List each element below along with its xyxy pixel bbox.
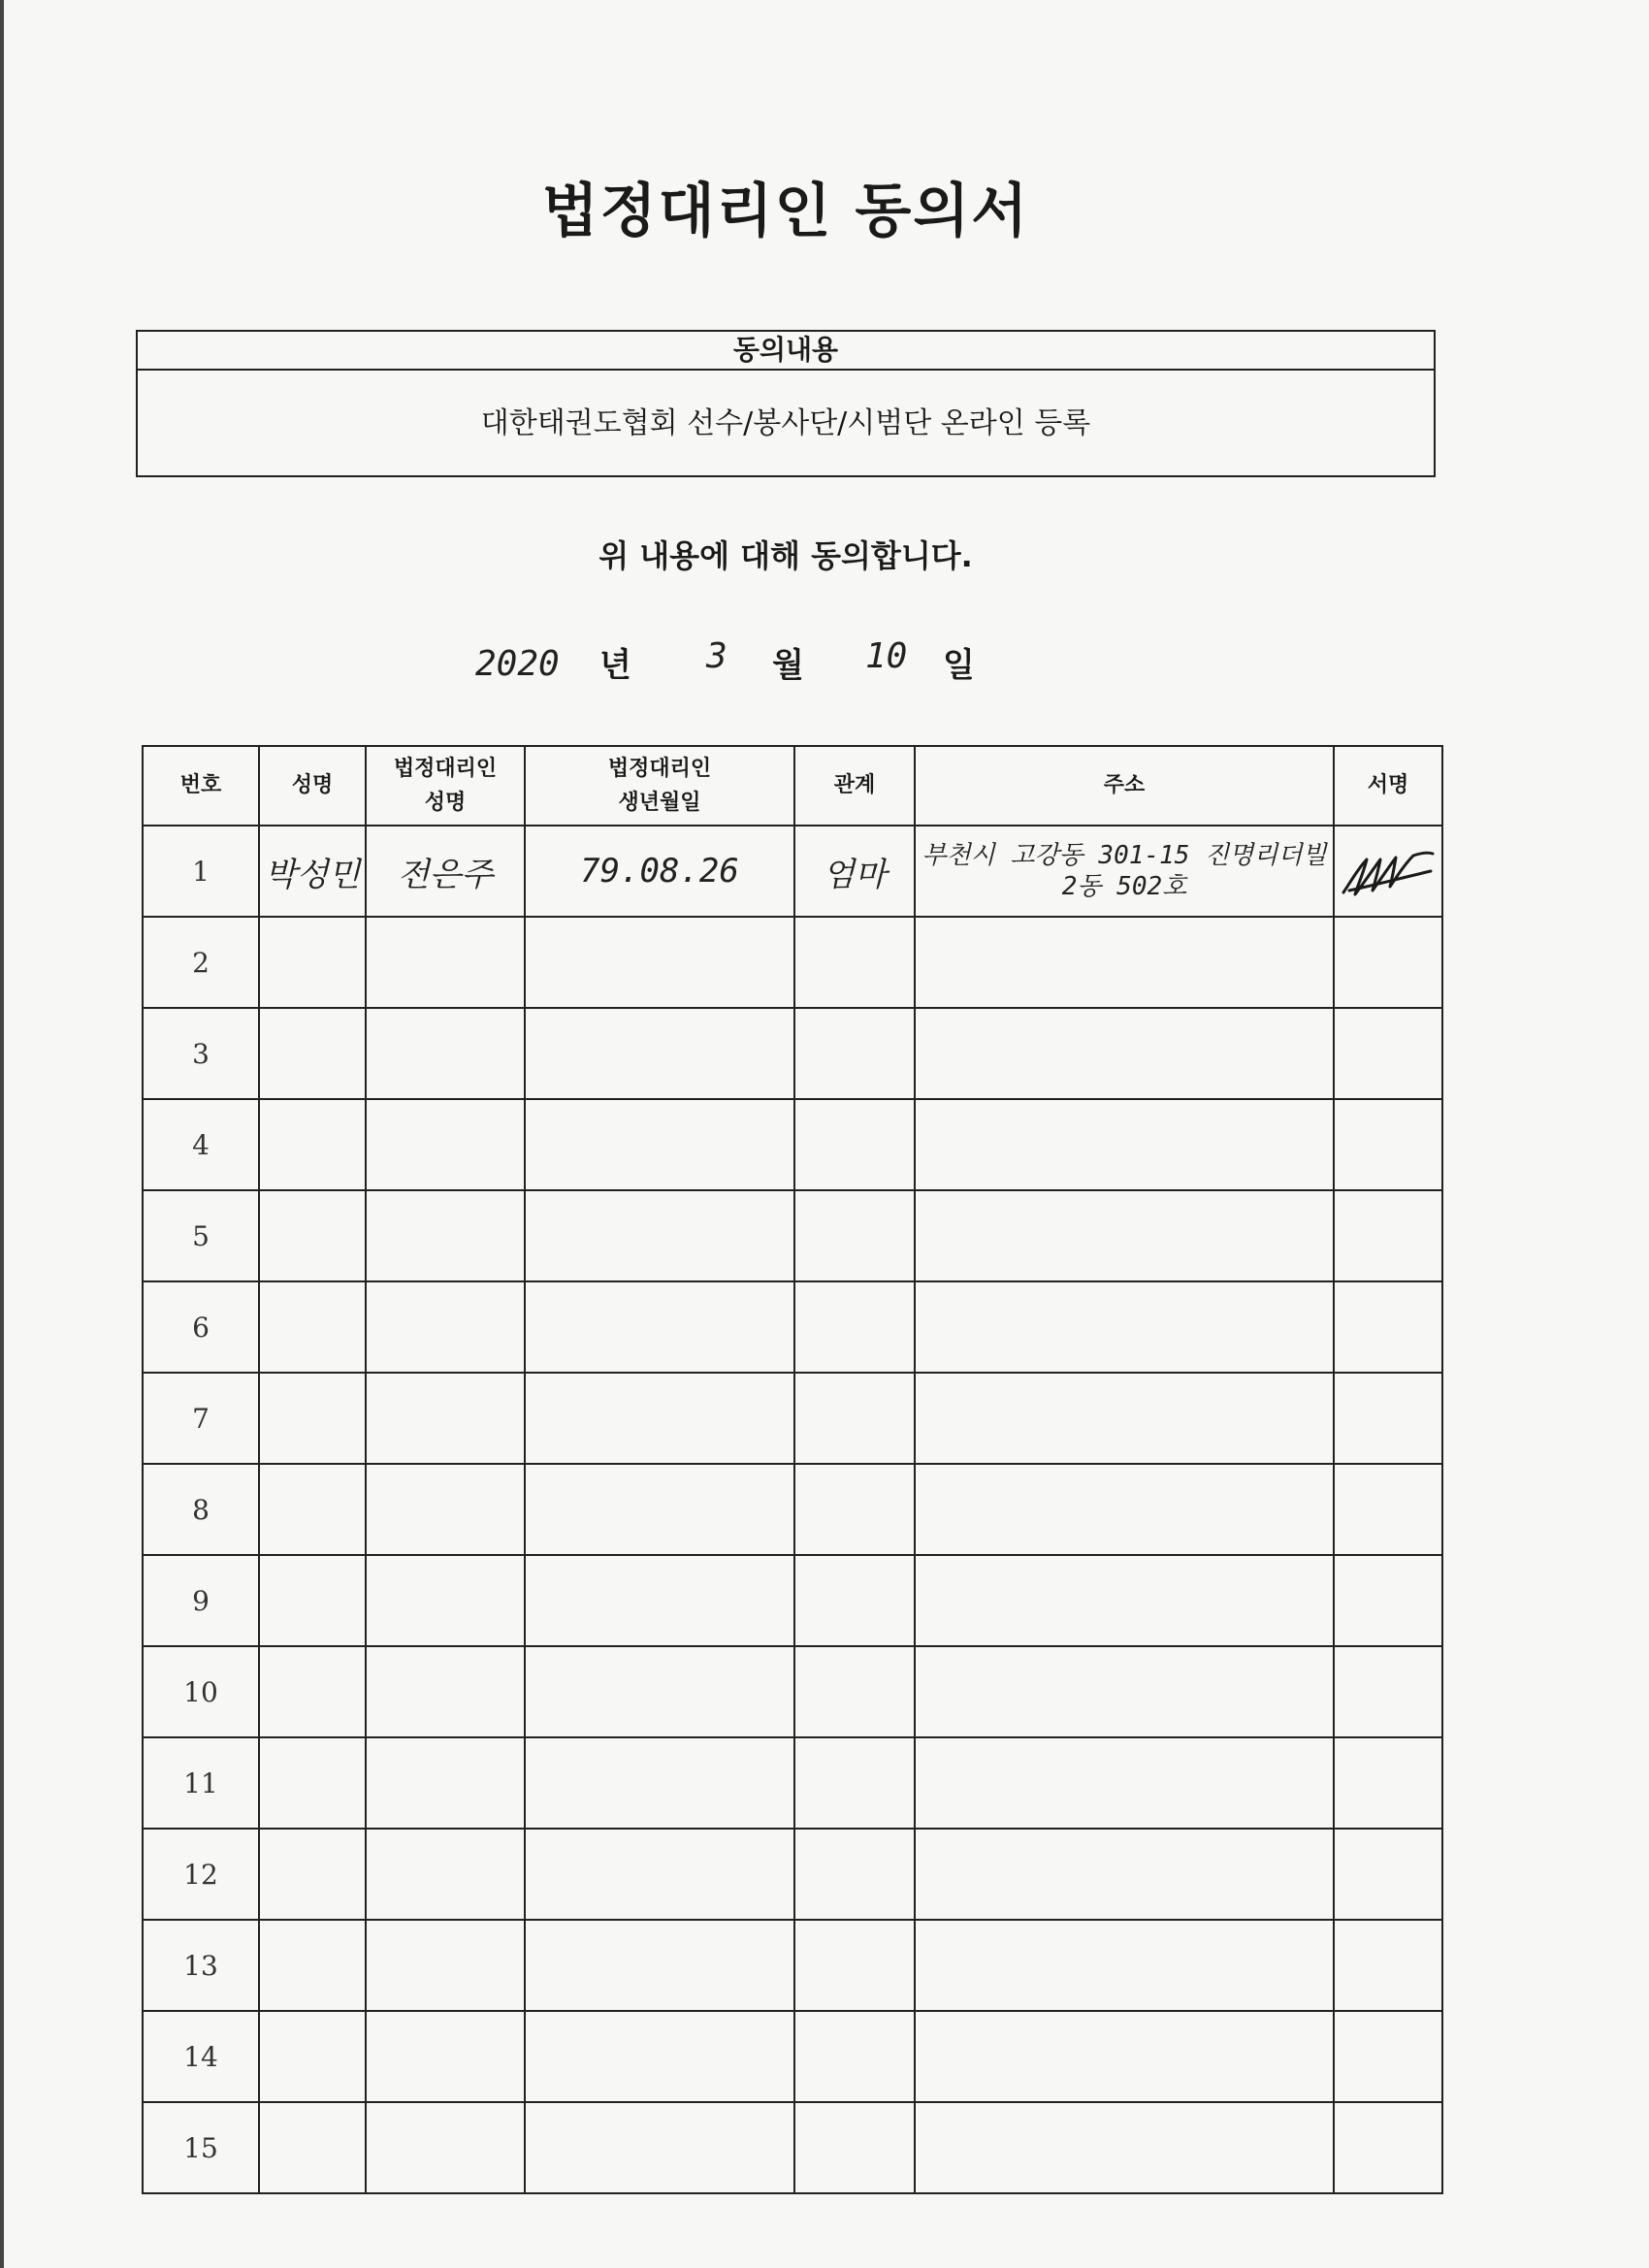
address-cell: [915, 826, 1334, 917]
header-guardian-birth: 법정대리인 생년월일: [525, 746, 794, 826]
table-row: [143, 1190, 1442, 1281]
table-row: [143, 1373, 1442, 1464]
table-row: [143, 1829, 1442, 1920]
table-row: [143, 917, 1442, 1008]
row-number: 3: [143, 1008, 259, 1099]
header-relation: 관계: [794, 746, 915, 826]
table-row: [143, 1281, 1442, 1373]
header-address: 주소: [915, 746, 1334, 826]
guardian-name: 전은주: [397, 855, 494, 894]
row-number: 15: [143, 2102, 259, 2193]
row-number: 9: [143, 1555, 259, 1646]
consent-header: 동의내용: [138, 332, 1434, 371]
row-number: 13: [143, 1920, 259, 2011]
row-number: 1: [143, 826, 259, 917]
name-cell: [259, 826, 366, 917]
date-month: 3: [706, 636, 728, 676]
handwritten-signature: [1338, 842, 1439, 900]
row-number: 12: [143, 1829, 259, 1920]
row-number: 6: [143, 1281, 259, 1373]
date-year-unit: 년: [599, 646, 631, 685]
header-name: 성명: [259, 746, 366, 826]
header-number: 번호: [143, 746, 259, 826]
header-guardian-name: 법정대리인 성명: [366, 746, 525, 826]
table-row: [143, 1099, 1442, 1190]
guardian-birth: 79.08.26: [580, 852, 739, 891]
scan-edge: [0, 0, 4, 2268]
table-row: [143, 1737, 1442, 1829]
address-line-2: 2동 502호: [1061, 872, 1187, 901]
table-row: [143, 1646, 1442, 1737]
table-row: [143, 2011, 1442, 2102]
date-row: [0, 631, 1649, 689]
table-row: [143, 1008, 1442, 1099]
address-line-1: 부천시 고강동 301-15 진명리더빌: [922, 840, 1327, 870]
table-row: [143, 1555, 1442, 1646]
signature-cell: [1334, 826, 1442, 917]
guardian-table: [142, 745, 1443, 2194]
date-day-unit: 일: [943, 646, 975, 685]
row-number: 2: [143, 917, 259, 1008]
guardian-name-cell: [366, 826, 525, 917]
guardian-birth-cell: [525, 826, 794, 917]
table-row: [143, 1464, 1442, 1555]
table-header-row: [143, 746, 1442, 826]
row-number: 5: [143, 1190, 259, 1281]
relation-cell: [794, 826, 915, 917]
consent-body: 대한태권도협회 선수/봉사단/시범단 온라인 등록: [480, 406, 1091, 440]
row-number: 7: [143, 1373, 259, 1464]
row-number: 14: [143, 2011, 259, 2102]
header-signature: 서명: [1334, 746, 1442, 826]
table-row: [143, 826, 1442, 917]
table-row: [143, 2102, 1442, 2193]
date-month-unit: 월: [772, 646, 804, 685]
consent-box: [136, 330, 1436, 477]
row-number: 8: [143, 1464, 259, 1555]
date-year: 2020: [475, 644, 560, 684]
relation: 엄마: [823, 855, 887, 894]
row-number: 10: [143, 1646, 259, 1737]
table-row: [143, 1920, 1442, 2011]
agreement-statement: 위 내용에 대해 동의합니다.: [598, 537, 973, 574]
row-number: 4: [143, 1099, 259, 1190]
student-name: 박성민: [264, 855, 361, 894]
row-number: 11: [143, 1737, 259, 1829]
date-day: 10: [865, 636, 908, 676]
document-title: 법정대리인 동의서: [541, 178, 1030, 245]
